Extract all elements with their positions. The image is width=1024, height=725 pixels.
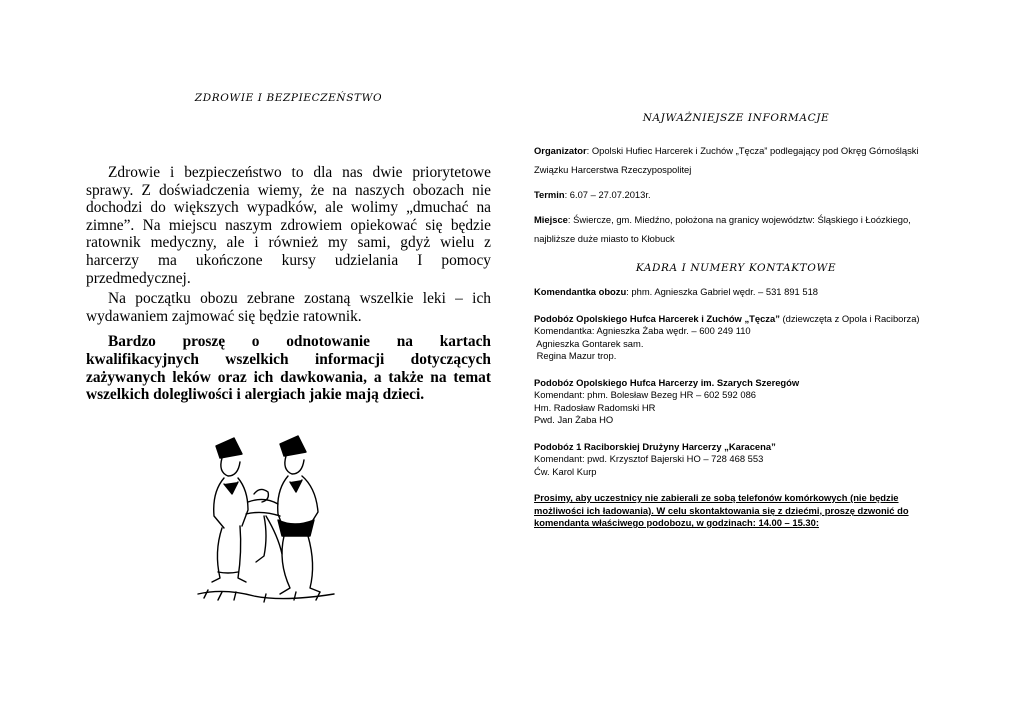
place-info <box>534 210 938 248</box>
subcamp-szare-szeregi-line: Hm. Radosław Radomski HR <box>534 401 656 413</box>
subcamp-tecza-header <box>534 313 938 326</box>
health-paragraph-2: Na początku obozu zebrane zostaną wszelkie leki – ich wydawaniem zajmować się będzie ratownik. <box>86 290 491 325</box>
commander-info <box>534 286 938 299</box>
scouts-illustration <box>194 432 338 604</box>
health-paragraph-1: Zdrowie i bezpieczeństwo to dla nas dwie priorytetowe sprawy. Z doświadczenia wiemy, że na naszych obozach nie dochodzi do większych wypadków, ale wolimy „dmuchać na zimne”. Na miejscu naszym zdrowiem opiekować się będzie ratownik medyczny, ale i również my sami, gdyż wielu z harcerzy ma ukończone kursy udzielania I pomocy przedmedycznej. <box>86 164 491 287</box>
subcamp-karacena <box>534 441 938 479</box>
info-column <box>534 112 938 530</box>
subcamp-szare-szeregi-label: Podobóz Opolskiego Hufca Harcerzy im. Szarych Szeregów <box>534 376 800 388</box>
subcamp-tecza-line: Regina Mazur trop. <box>534 350 617 361</box>
subcamp-tecza-line: Komendantka: Agnieszka Żaba wędr. – 600 249 110 <box>534 325 751 336</box>
subcamp-karacena-line: Komendant: pwd. Krzysztof Bajerski HO – 728 468 553 <box>534 453 764 464</box>
subcamp-szare-szeregi-line: Pwd. Jan Żaba HO <box>534 414 614 425</box>
subcamp-tecza-suffix: (dziewczęta z Opola i Raciborza) <box>779 312 920 324</box>
health-paragraph-3: Bardzo proszę o odnotowanie na kartach kwalifikacyjnych wszelkich informacji dotyczących zażywanych leków oraz ich dawkowania, a także na temat wszelkich dolegliwości i alergiach jakie mają dzieci. <box>86 333 491 404</box>
health-safety-column <box>86 92 491 407</box>
phone-policy-note: Prosimy, aby uczestnicy nie zabierali ze sobą telefonów komórkowych (nie będzie możliwości ich ładowania). W celu skontaktowania się z dziećmi, proszę dzwonić do komendanta właściwego podobozu, w godzinach: 14.00 – 15.30: <box>534 492 909 528</box>
staff-contacts-heading: KADRA I NUMERY KONTAKTOWE <box>635 262 837 274</box>
subcamp-szare-szeregi <box>534 377 938 427</box>
term-info <box>534 185 938 204</box>
commander-text: : phm. Agnieszka Gabriel wędr. – 531 891 518 <box>626 286 818 297</box>
health-safety-heading: ZDROWIE I BEZPIECZEŃSTWO <box>194 92 383 104</box>
commander-label: Komendantka obozu <box>534 286 627 297</box>
subcamp-tecza-line: Agnieszka Gontarek sam. <box>534 337 644 349</box>
important-info-heading: NAJWAŻNIEJSZE INFORMACJE <box>642 112 830 124</box>
organizer-text: : Opolski Hufiec Harcerek i Zuchów „Tęcza” podlegający pod Okręg Górnośląski Związku Harcerstwa Rzeczypospolitej <box>534 145 919 175</box>
subcamp-karacena-label: Podobóz 1 Raciborskiej Drużyny Harcerzy „Karacena” <box>534 440 776 452</box>
subcamp-tecza-label: Podobóz Opolskiego Hufca Harcerek i Zuchów „Tęcza” <box>534 312 780 324</box>
subcamp-szare-szeregi-line: Komendant: phm. Bolesław Bezeg HR – 602 592 086 <box>534 389 757 400</box>
term-text: : 6.07 – 27.07.2013r. <box>564 189 651 200</box>
organizer-label: Organizator <box>534 145 587 156</box>
place-text: : Świercze, gm. Miedźno, położona na granicy województw: Śląskiego i Łoózkiego, najbliższe duże miasto to Kłobuck <box>534 214 911 244</box>
organizer-info <box>534 141 938 179</box>
place-label: Miejsce <box>534 214 568 225</box>
subcamp-tecza <box>534 313 938 363</box>
term-label: Termin <box>534 189 565 200</box>
subcamp-karacena-line: Ćw. Karol Kurp <box>534 465 597 477</box>
